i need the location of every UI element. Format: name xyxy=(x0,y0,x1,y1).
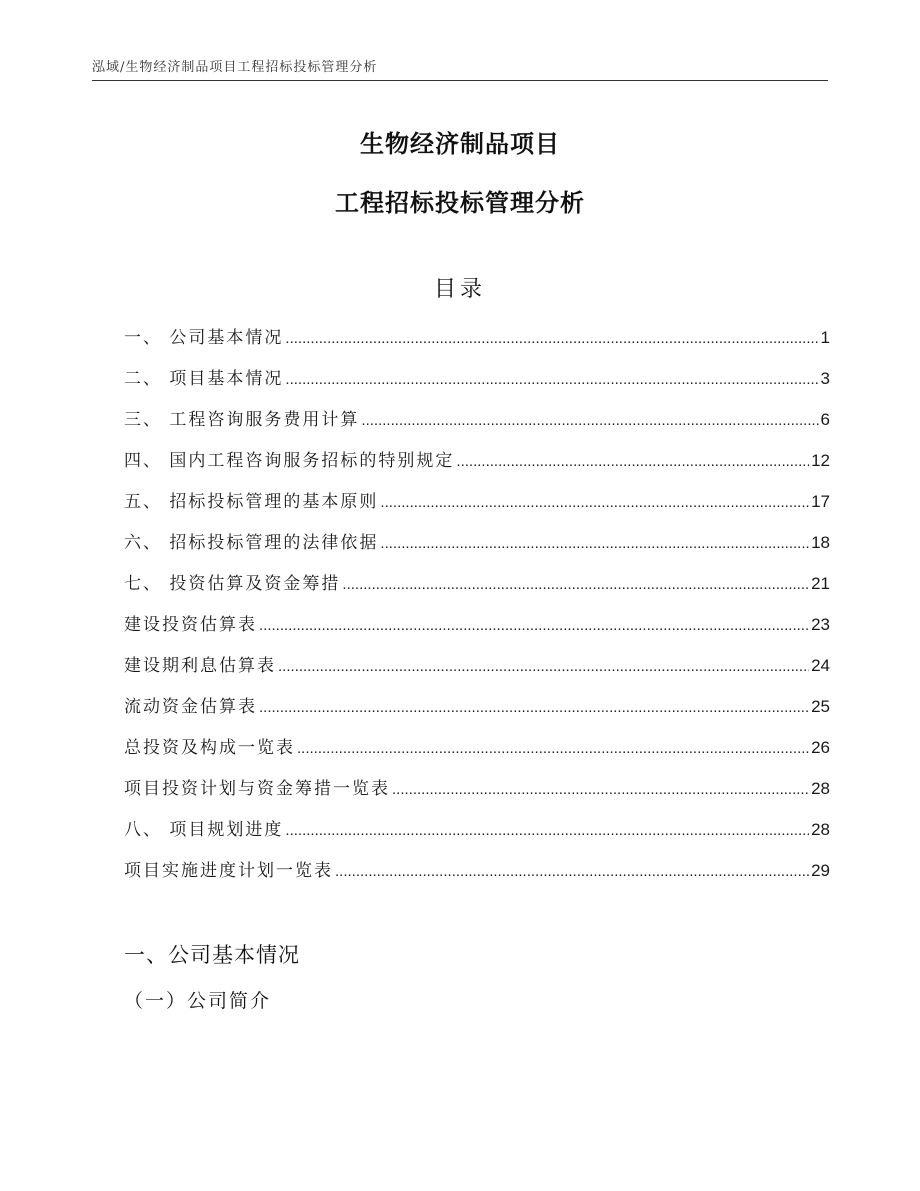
toc-heading: 目录 xyxy=(433,277,486,302)
toc-entry-label: 四、 国内工程咨询服务招标的特别规定 xyxy=(124,451,455,471)
toc-entry[interactable] xyxy=(124,323,830,364)
toc-dot-leader xyxy=(380,529,809,559)
toc-dot-leader xyxy=(456,447,809,477)
toc-entry-label: 建设期利息估算表 xyxy=(124,656,276,676)
toc-entry-label: 项目实施进度计划一览表 xyxy=(124,861,333,881)
toc-entry[interactable] xyxy=(124,405,830,446)
toc-entry[interactable] xyxy=(124,528,830,569)
toc-entry-page-number: 25 xyxy=(811,697,830,716)
toc-entry-page-number: 6 xyxy=(820,410,830,429)
toc-entry[interactable] xyxy=(124,446,830,487)
toc-dot-leader xyxy=(285,816,809,846)
toc-entry[interactable] xyxy=(124,692,830,733)
toc-entry[interactable] xyxy=(124,364,830,405)
toc-entry[interactable] xyxy=(124,815,830,856)
running-header: 泓域/生物经济制品项目工程招标投标管理分析 xyxy=(92,60,378,75)
toc-dot-leader xyxy=(361,406,818,436)
toc-entry-page-number: 12 xyxy=(811,451,830,470)
toc-entry-page-number: 3 xyxy=(820,369,830,388)
header-divider xyxy=(92,80,828,81)
toc-entry[interactable] xyxy=(124,487,830,528)
toc-dot-leader xyxy=(278,652,809,682)
toc-entry-label: 二、 项目基本情况 xyxy=(124,369,284,389)
toc-entry-page-number: 28 xyxy=(811,820,830,839)
toc-entry[interactable] xyxy=(124,651,830,692)
toc-entry-page-number: 28 xyxy=(811,779,830,798)
toc-entry-page-number: 26 xyxy=(811,738,830,757)
section-heading: 一、公司基本情况 xyxy=(124,943,300,967)
toc-dot-leader xyxy=(392,775,809,805)
toc-entry-label: 五、 招标投标管理的基本原则 xyxy=(124,492,379,512)
document-title-line-1: 生物经济制品项目 xyxy=(360,130,560,158)
toc-dot-leader xyxy=(259,611,809,641)
toc-entry-label: 总投资及构成一览表 xyxy=(124,738,295,758)
subsection-heading: （一）公司简介 xyxy=(124,990,272,1012)
toc-entry[interactable] xyxy=(124,569,830,610)
toc-dot-leader xyxy=(380,488,809,518)
toc-entry-label: 项目投资计划与资金筹措一览表 xyxy=(124,779,390,799)
toc-entry-page-number: 18 xyxy=(811,533,830,552)
toc-entry[interactable] xyxy=(124,856,830,897)
toc-dot-leader xyxy=(259,693,809,723)
document-title-line-2: 工程招标投标管理分析 xyxy=(335,189,585,217)
toc-entry-label: 七、 投资估算及资金筹措 xyxy=(124,574,341,594)
toc-entry-label: 建设投资估算表 xyxy=(124,615,257,635)
toc-entry-label: 一、 公司基本情况 xyxy=(124,328,284,348)
toc-entry-label: 八、 项目规划进度 xyxy=(124,820,284,840)
toc-dot-leader xyxy=(297,734,809,764)
toc-entry-label: 流动资金估算表 xyxy=(124,697,257,717)
toc-dot-leader xyxy=(285,324,818,354)
toc-entry[interactable] xyxy=(124,774,830,815)
toc-dot-leader xyxy=(342,570,809,600)
toc-entry-label: 三、 工程咨询服务费用计算 xyxy=(124,410,360,430)
toc-entry-page-number: 1 xyxy=(820,328,830,347)
toc-entry-label: 六、 招标投标管理的法律依据 xyxy=(124,533,379,553)
toc-entry[interactable] xyxy=(124,610,830,651)
toc-entry-page-number: 23 xyxy=(811,615,830,634)
table-of-contents xyxy=(124,323,830,897)
toc-dot-leader xyxy=(335,857,809,887)
toc-entry-page-number: 29 xyxy=(811,861,830,880)
toc-entry-page-number: 17 xyxy=(811,492,830,511)
toc-dot-leader xyxy=(285,365,818,395)
toc-entry-page-number: 21 xyxy=(811,574,830,593)
toc-entry[interactable] xyxy=(124,733,830,774)
toc-entry-page-number: 24 xyxy=(811,656,830,675)
